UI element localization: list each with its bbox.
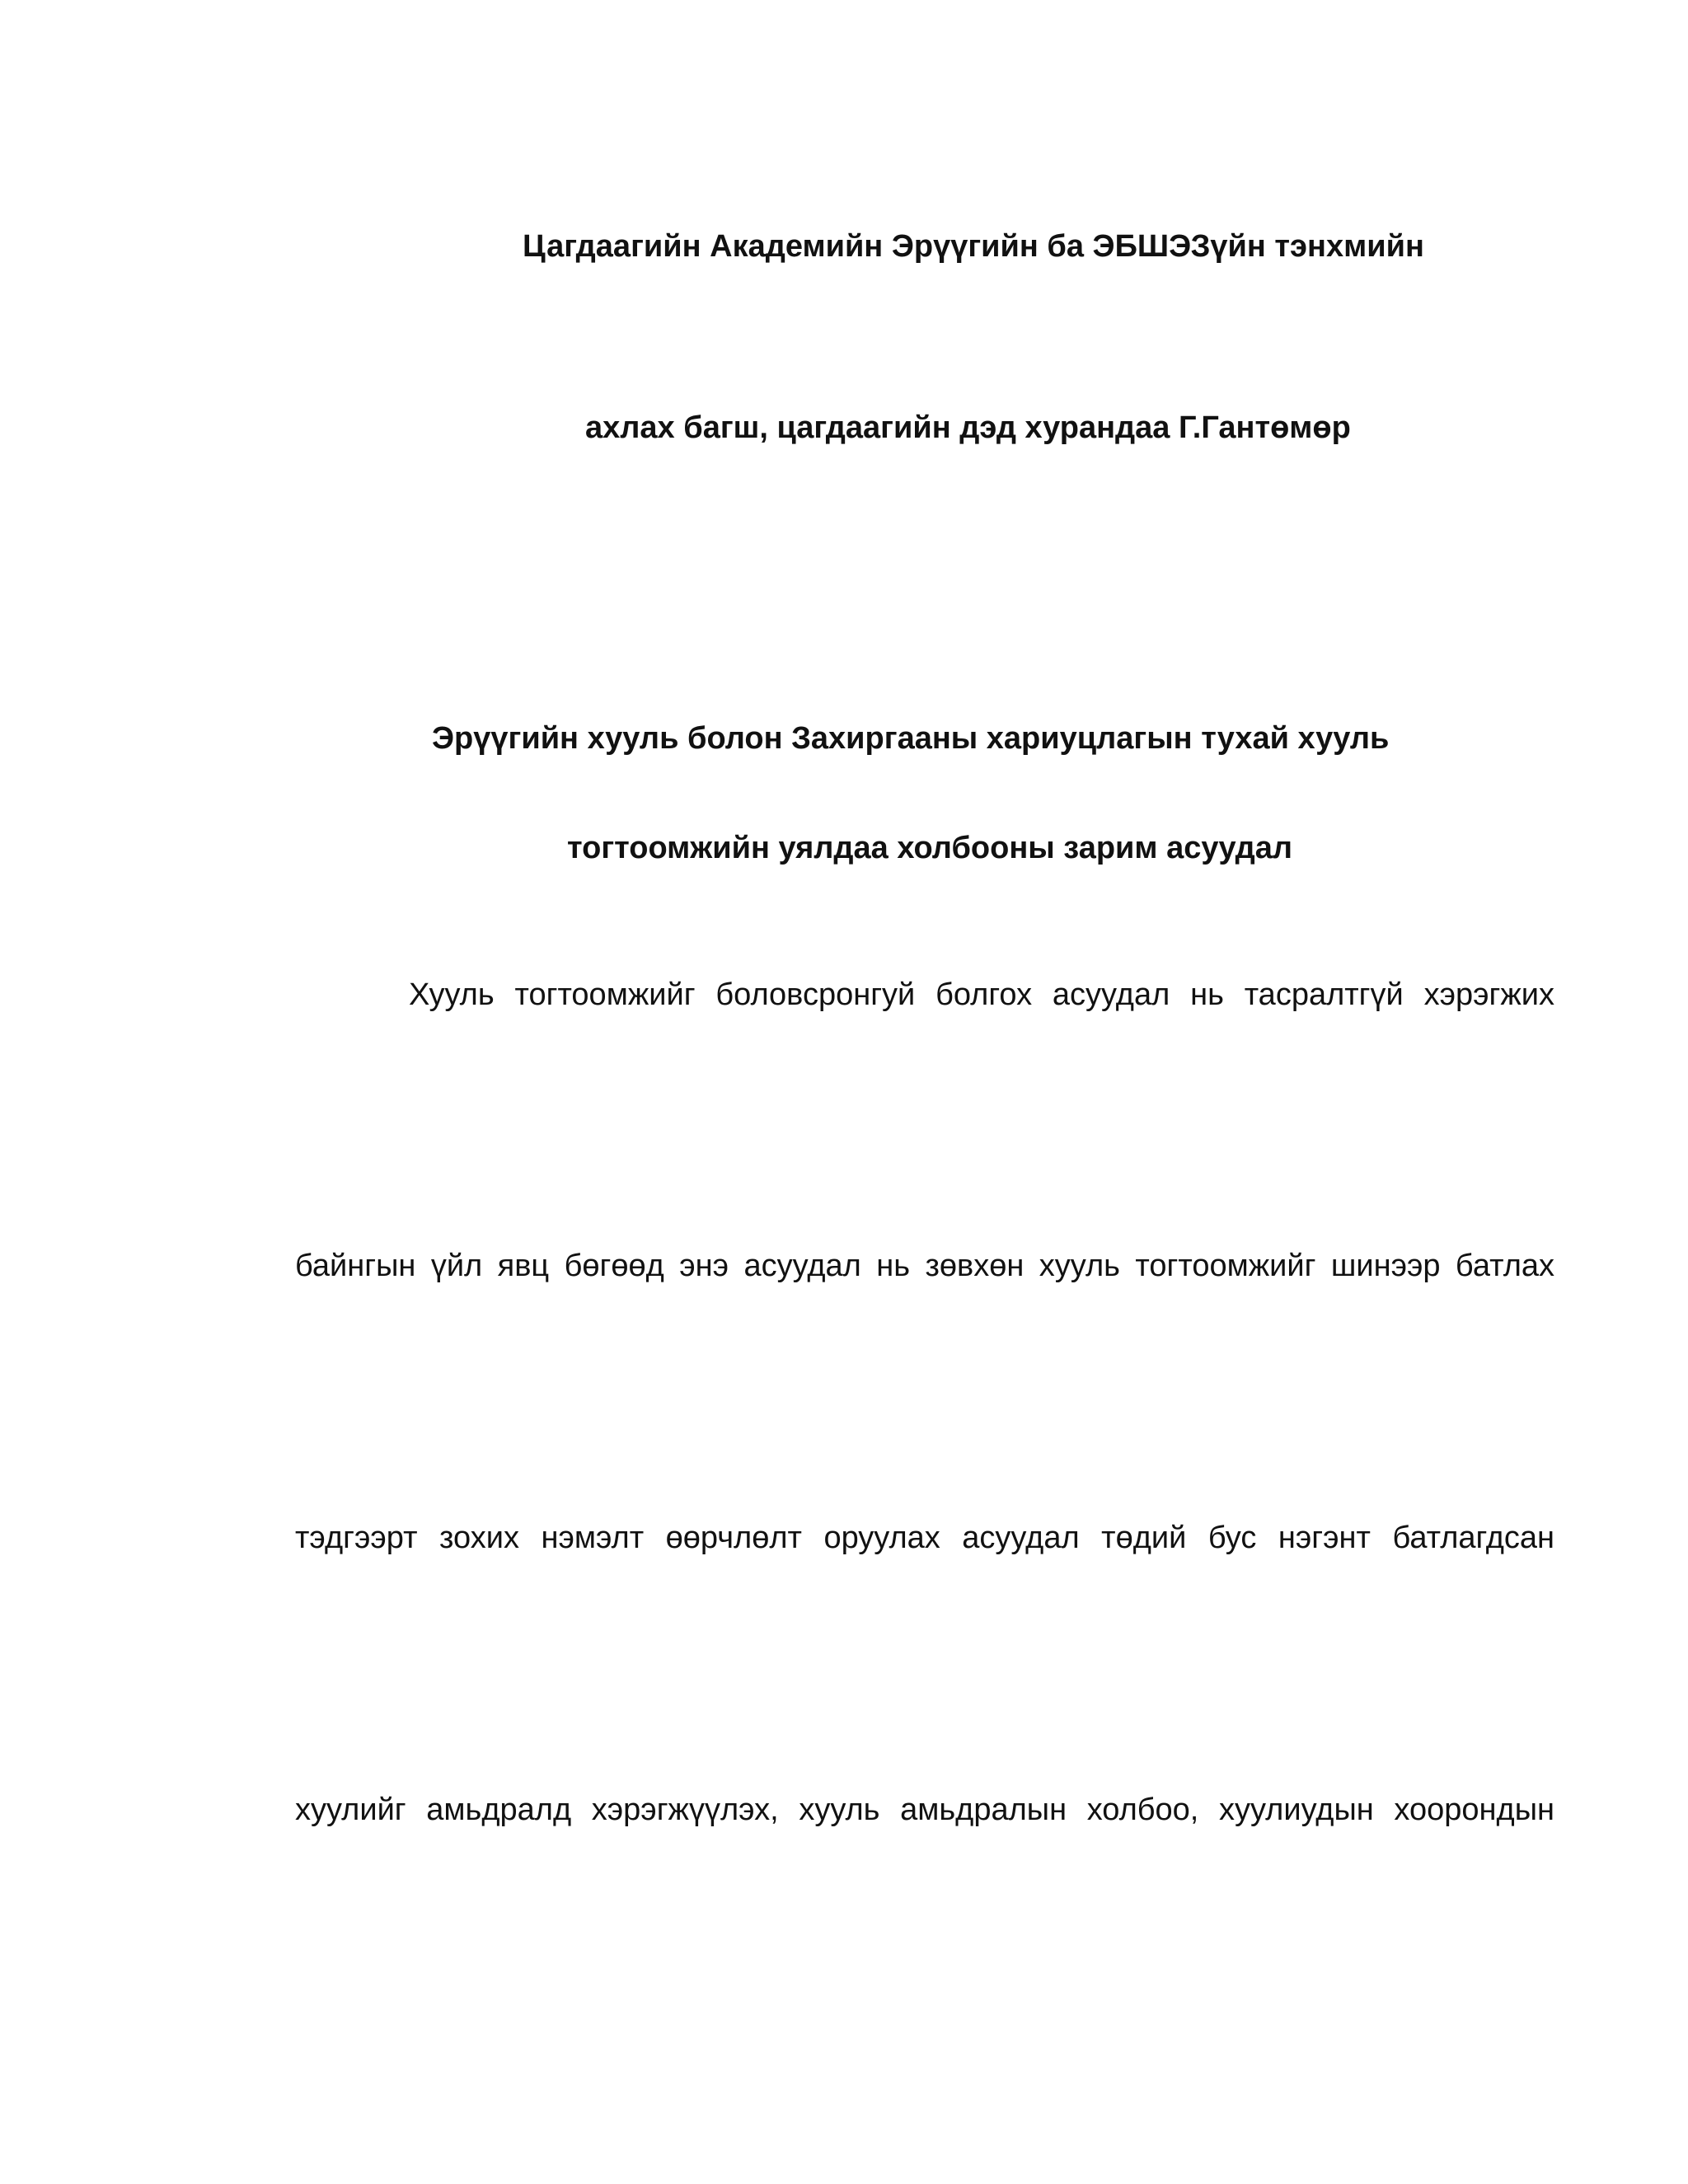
document-title-line-2: тогтоомжийн уялдаа холбооны зарим асуудал <box>567 831 1293 865</box>
author-affiliation: Цагдаагийн Академийн Эрүүгийн ба ЭБШЭЗүйн тэнхмийн <box>523 229 1424 264</box>
body-line-1: Хууль тогтоомжийг боловсронгуй болгох асуудал нь тасралтгүй хэрэгжих <box>409 977 1554 1012</box>
body-line-4: хуулийг амьдралд хэрэгжүүлэх, хууль амьдралын холбоо, хуулиудын хоорондын <box>295 1793 1554 1827</box>
body-line-2: байнгын үйл явц бөгөөд энэ асуудал нь зөвхөн хууль тогтоомжийг шинээр батлах <box>295 1249 1554 1283</box>
author-position: ахлах багш, цагдаагийн дэд хурандаа Г.Гантөмөр <box>585 410 1351 445</box>
document-title-line-1: Эрүүгийн хууль болон Захиргааны хариуцлагын тухай хууль <box>432 721 1390 756</box>
body-line-3: тэдгээрт зохих нэмэлт өөрчлөлт оруулах асуудал төдий бус нэгэнт батлагдсан <box>295 1521 1554 1555</box>
